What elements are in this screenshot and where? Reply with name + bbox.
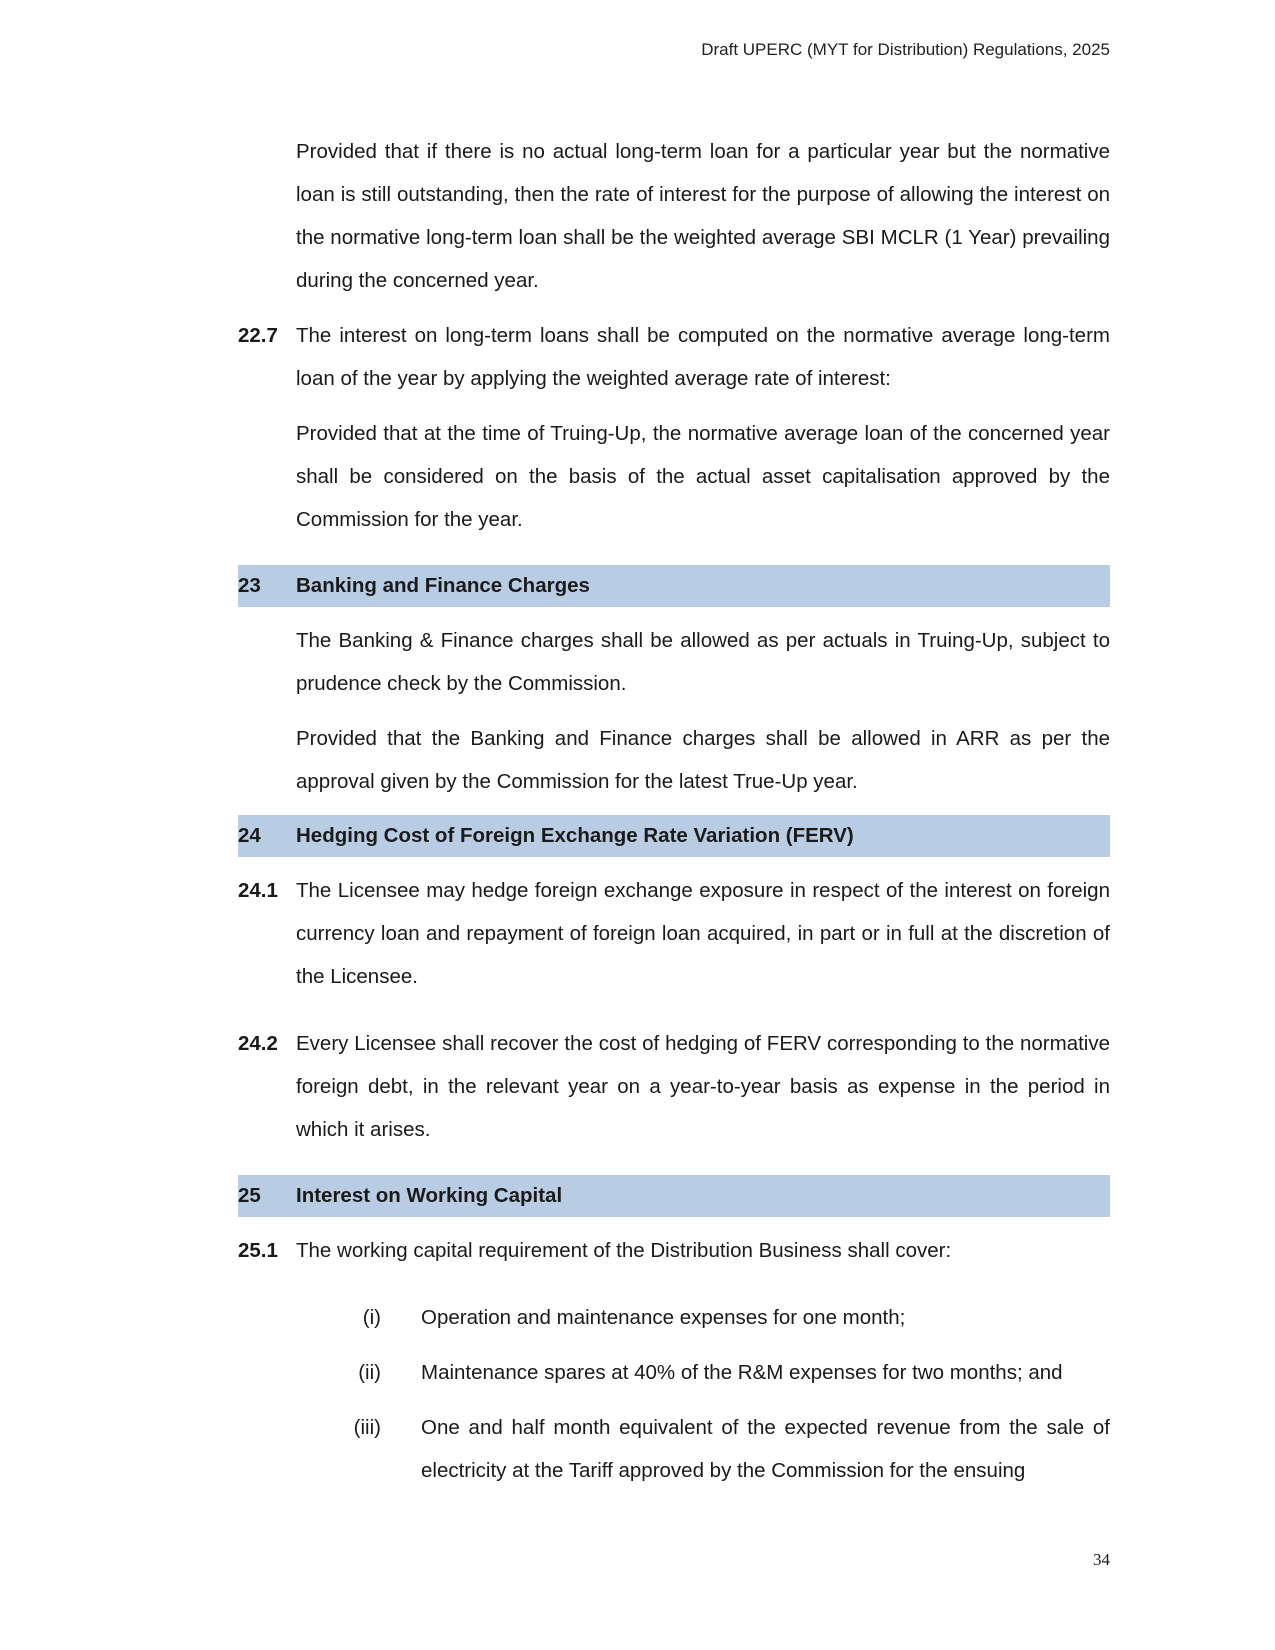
section-title: Hedging Cost of Foreign Exchange Rate Variation (FERV) (296, 824, 854, 847)
clause-text: Every Licensee shall recover the cost of hedging of FERV corresponding to the normative foreign debt, in the relevant year on a year-to-year basis as expense in the period in which it arises. (296, 1032, 1110, 1141)
list-item-numeral: (i) (362, 1306, 381, 1329)
clause-number: 22.7 (238, 324, 278, 347)
list-item-numeral: (ii) (358, 1361, 381, 1384)
section-title: Interest on Working Capital (296, 1184, 563, 1207)
section-heading-23 (238, 565, 1110, 607)
clause-number: 24.1 (238, 879, 278, 902)
list-item-text: Maintenance spares at 40% of the R&M expenses for two months; and (421, 1361, 1063, 1384)
document-header: Draft UPERC (MYT for Distribution) Regulations, 2025 (701, 40, 1110, 59)
clause-number: 24.2 (238, 1032, 278, 1055)
list-item-text: Operation and maintenance expenses for one month; (421, 1306, 906, 1329)
clause-text: The interest on long-term loans shall be computed on the normative average long-term loan of the year by applying the weighted average rate of interest: (296, 324, 1110, 390)
section-number: 23 (238, 574, 261, 597)
section-text: The Banking & Finance charges shall be allowed as per actuals in Truing-Up, subject to prudence check by the Commission. (296, 629, 1110, 695)
clause-24-2 (238, 1022, 1110, 1163)
clause-text: The Licensee may hedge foreign exchange exposure in respect of the interest on foreign currency loan and repayment of foreign loan acquired, in part or in full at the discretion of the Licensee. (296, 879, 1110, 988)
sub-item-list (296, 1296, 1110, 1492)
clause-25-1 (238, 1229, 1110, 1284)
clause-text: The working capital requirement of the Distribution Business shall cover: (296, 1239, 952, 1262)
list-item (296, 1351, 1110, 1394)
section-number: 24 (238, 824, 261, 847)
list-item-text: One and half month equivalent of the expected revenue from the sale of electricity at the Tariff approved by the Commission for the ensuing (421, 1416, 1110, 1482)
proviso-paragraph: Provided that at the time of Truing-Up, the normative average loan of the concerned year shall be considered on the basis of the actual asset capitalisation approved by the Commission for the year. (296, 422, 1110, 531)
proviso-paragraph: Provided that if there is no actual long-term loan for a particular year but the normative loan is still outstanding, then the rate of interest for the purpose of allowing the interest on the normative long-term loan shall be the weighted average SBI MCLR (1 Year) prevailing during the concerned year. (296, 140, 1110, 292)
section-number: 25 (238, 1184, 261, 1207)
list-item-numeral: (iii) (353, 1416, 381, 1439)
clause-number: 25.1 (238, 1239, 278, 1262)
section-title: Banking and Finance Charges (296, 574, 590, 597)
proviso-paragraph: Provided that the Banking and Finance charges shall be allowed in ARR as per the approval given by the Commission for the latest True-Up year. (296, 727, 1110, 793)
list-item (296, 1406, 1110, 1492)
document-body (238, 130, 1110, 1504)
section-heading-25 (238, 1175, 1110, 1217)
section-heading-24 (238, 815, 1110, 857)
page-number: 34 (1093, 1550, 1110, 1569)
clause-24-1 (238, 869, 1110, 1010)
list-item (296, 1296, 1110, 1339)
clause-22-7 (238, 314, 1110, 553)
